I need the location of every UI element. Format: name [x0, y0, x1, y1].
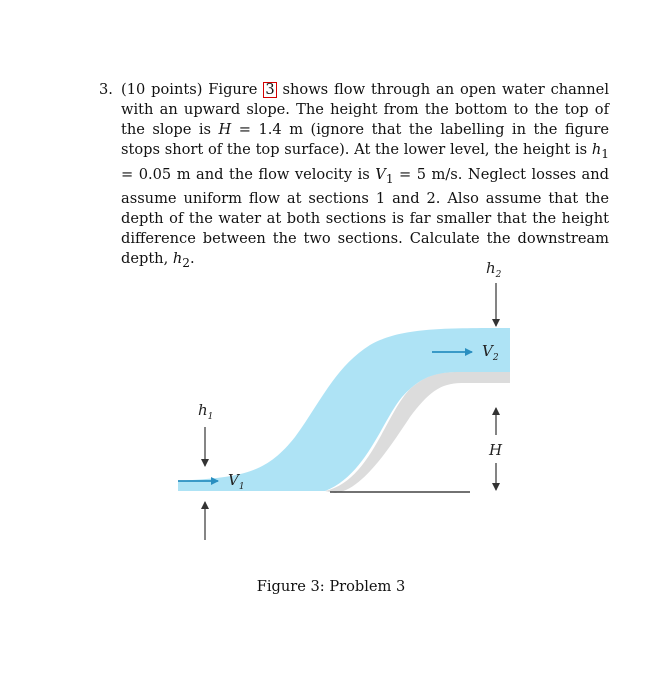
problem-text-5: . — [190, 250, 195, 268]
symbol-h1: h — [591, 140, 602, 158]
symbol-h1-subscript: 1 — [601, 146, 609, 161]
problem-text-2: = 1.4 m (ignore that the labelling in the figure stops short of the top surface). At the lower level, the height is — [121, 120, 609, 158]
figure-reference-link[interactable]: 3 — [265, 81, 275, 98]
label-V1: $V_1$ — [228, 471, 245, 492]
channel-diagram — [170, 255, 530, 545]
figure-caption: Figure 3: Problem 3 — [256, 578, 406, 595]
label-h2: $h_2$ — [486, 259, 502, 280]
symbol-h2: h — [172, 250, 183, 268]
symbol-H: H — [218, 120, 232, 138]
symbol-V1: V — [375, 165, 386, 183]
symbol-h2-subscript: 2 — [182, 255, 191, 270]
channel-figure — [170, 255, 530, 545]
label-V2: $V_2$ — [482, 342, 499, 363]
label-h1: $h_1$ — [198, 401, 214, 422]
problem-number: 3. — [99, 81, 113, 98]
problem-text-1: shows flow through an open water channel with an upward slope. The height from the bottom to the top of the slope is — [121, 81, 609, 138]
problem-text-4: = 5 m/s. Neglect losses and assume uniform flow at sections 1 and 2. Also assume that the depth of the water at both sections is far smaller that the height difference between the two sections. Calculate the downstream depth, — [121, 165, 609, 268]
problem-body — [121, 80, 609, 274]
problem-text-3: = 0.05 m and the flow velocity is — [121, 165, 376, 183]
problem-statement — [99, 80, 609, 274]
label-H: H — [489, 441, 503, 459]
problem-points: (10 points) Figure — [121, 81, 264, 98]
symbol-V1-subscript: 1 — [385, 171, 394, 186]
